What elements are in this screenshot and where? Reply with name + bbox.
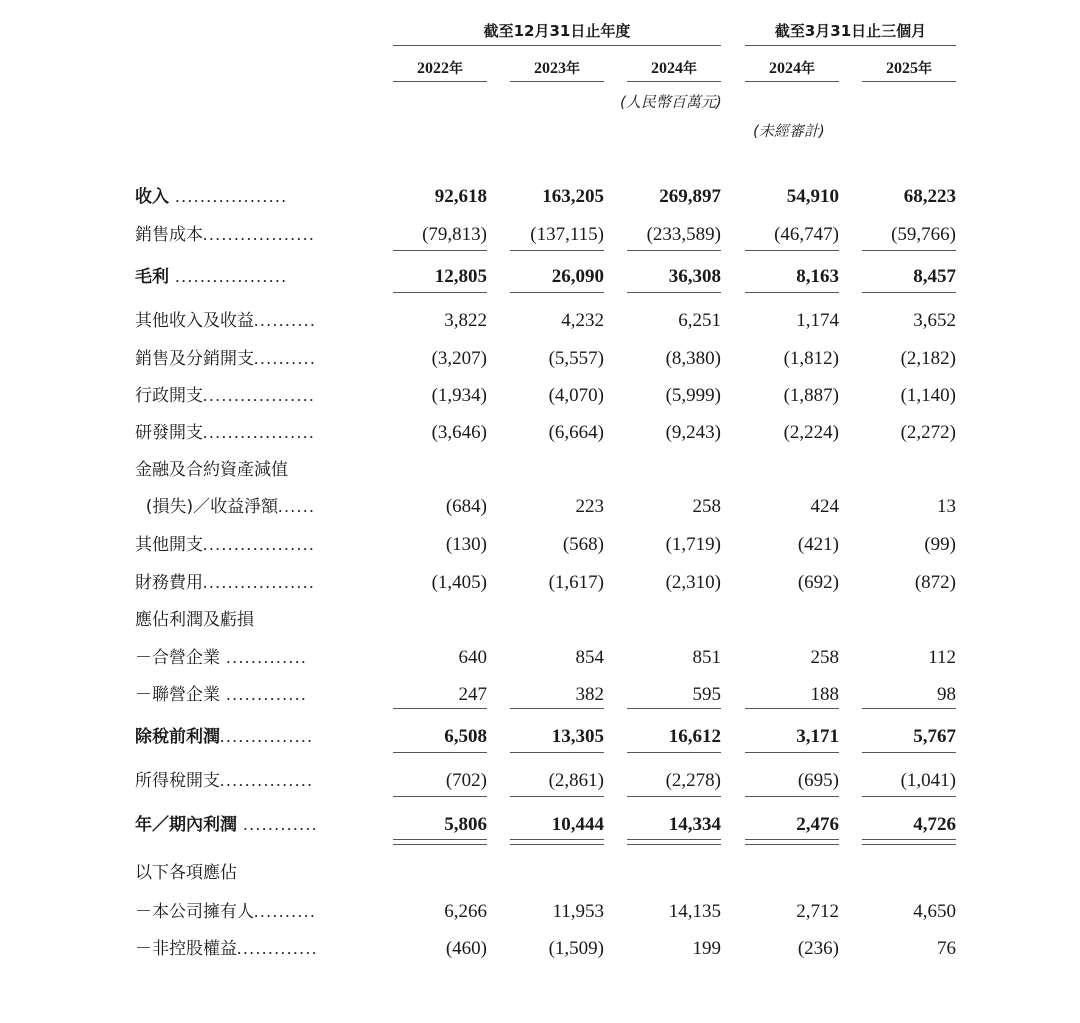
cell-value: 269,897 xyxy=(659,186,721,207)
table-row xyxy=(0,858,1080,888)
cell-value: (702) xyxy=(445,770,487,791)
cell-value: 14,334 xyxy=(668,814,721,835)
row-label xyxy=(135,897,370,927)
table-row xyxy=(0,766,1080,796)
row-label-text: 研發開支 xyxy=(135,423,203,443)
row-label xyxy=(135,568,370,598)
leader-dots: .................. xyxy=(203,423,316,442)
row-label xyxy=(135,455,370,485)
cell-value: (1,719) xyxy=(665,534,721,555)
cell-value: 188 xyxy=(810,684,839,705)
cell-value: 3,822 xyxy=(444,310,487,331)
cell-value: (460) xyxy=(445,938,487,959)
unit-note: (人民幣百萬元) xyxy=(620,93,722,111)
cell-value: 2,712 xyxy=(796,901,839,922)
row-label xyxy=(135,810,370,840)
cell-value: (4,070) xyxy=(548,385,604,406)
cell-value: 36,308 xyxy=(668,266,721,287)
cell-value: 16,612 xyxy=(668,726,721,747)
subtotal-rule xyxy=(627,752,721,753)
row-label xyxy=(135,220,370,250)
row-label xyxy=(135,306,370,336)
cell-value: 6,251 xyxy=(678,310,721,331)
leader-dots: ............... xyxy=(220,771,314,790)
cell-value: 382 xyxy=(575,684,604,705)
cell-value: 8,457 xyxy=(913,266,956,287)
year-underline xyxy=(745,81,839,82)
row-label xyxy=(135,643,370,673)
cell-value: (233,589) xyxy=(646,224,721,245)
cell-value: 5,767 xyxy=(913,726,956,747)
cell-value: (1,617) xyxy=(548,572,604,593)
subtotal-rule xyxy=(745,250,839,251)
cell-value: (3,207) xyxy=(431,348,487,369)
cell-value: 3,171 xyxy=(796,726,839,747)
cell-value: (2,182) xyxy=(900,348,956,369)
year-underline xyxy=(393,81,487,82)
row-label-text: 除稅前利潤 xyxy=(135,727,220,747)
header-divider xyxy=(393,45,721,46)
cell-value: 851 xyxy=(692,647,721,668)
subtotal-rule xyxy=(862,708,956,709)
row-label xyxy=(135,492,370,522)
subtotal-rule xyxy=(627,250,721,251)
header-divider xyxy=(745,45,956,46)
cell-value: 3,652 xyxy=(913,310,956,331)
cell-value: (684) xyxy=(445,496,487,517)
row-label xyxy=(135,766,370,796)
row-label-text: －本公司擁有人 xyxy=(135,902,254,922)
total-double-rule xyxy=(627,839,721,845)
table-row xyxy=(0,492,1080,522)
row-label-text: 毛利 xyxy=(135,267,169,287)
header-year-ended: 截至12月31日止年度 xyxy=(483,22,631,40)
cell-value: 8,163 xyxy=(796,266,839,287)
cell-value: 258 xyxy=(692,496,721,517)
subtotal-rule xyxy=(862,250,956,251)
year-underline xyxy=(627,81,721,82)
cell-value: (3,646) xyxy=(431,422,487,443)
cell-value: (692) xyxy=(797,572,839,593)
cell-value: (79,813) xyxy=(422,224,487,245)
cell-value: (9,243) xyxy=(665,422,721,443)
row-label-text: 行政開支 xyxy=(135,386,203,406)
cell-value: 76 xyxy=(937,938,956,959)
row-label-text: (損失)／收益淨額 xyxy=(135,497,279,517)
subtotal-rule xyxy=(393,292,487,293)
table-row xyxy=(0,897,1080,927)
cell-value: (2,310) xyxy=(665,572,721,593)
row-label-text: －合營企業 xyxy=(135,648,220,668)
row-label-text: 應佔利潤及虧損 xyxy=(135,610,254,630)
cell-value: (1,041) xyxy=(900,770,956,791)
row-label xyxy=(135,381,370,411)
column-header-2024: 2024年 xyxy=(651,60,697,77)
row-label-text: 收入 xyxy=(135,187,169,207)
row-label-text: 銷售成本 xyxy=(135,225,203,245)
year-underline xyxy=(510,81,604,82)
row-label-text: －非控股權益 xyxy=(135,939,237,959)
cell-value: (695) xyxy=(797,770,839,791)
table-row xyxy=(0,680,1080,710)
subtotal-rule xyxy=(627,292,721,293)
leader-dots: ............... xyxy=(220,727,314,746)
row-label-text: 以下各項應佔 xyxy=(135,863,237,883)
subtotal-rule xyxy=(510,796,604,797)
subtotal-rule xyxy=(510,708,604,709)
cell-value: 258 xyxy=(810,647,839,668)
subtotal-rule xyxy=(510,752,604,753)
row-label xyxy=(135,344,370,374)
row-label xyxy=(135,934,370,964)
table-row xyxy=(0,220,1080,250)
row-label xyxy=(135,605,370,635)
cell-value: 14,135 xyxy=(668,901,721,922)
subtotal-rule xyxy=(745,796,839,797)
subtotal-rule xyxy=(862,752,956,753)
subtotal-rule xyxy=(627,796,721,797)
cell-value: (1,509) xyxy=(548,938,604,959)
table-row xyxy=(0,722,1080,752)
column-header-2025-q1: 2025年 xyxy=(886,60,932,77)
cell-value: (2,272) xyxy=(900,422,956,443)
leader-dots: .................. xyxy=(169,267,288,286)
cell-value: 6,508 xyxy=(444,726,487,747)
cell-value: 223 xyxy=(575,496,604,517)
table-row xyxy=(0,643,1080,673)
cell-value: 4,650 xyxy=(913,901,956,922)
cell-value: 247 xyxy=(458,684,487,705)
cell-value: 854 xyxy=(575,647,604,668)
cell-value: 12,805 xyxy=(434,266,487,287)
cell-value: 13,305 xyxy=(551,726,604,747)
column-header-2022: 2022年 xyxy=(417,60,463,77)
subtotal-rule xyxy=(862,292,956,293)
cell-value: 98 xyxy=(937,684,956,705)
cell-value: (872) xyxy=(914,572,956,593)
leader-dots: .................. xyxy=(169,187,288,206)
table-row xyxy=(0,934,1080,964)
cell-value: (5,557) xyxy=(548,348,604,369)
cell-value: (1,140) xyxy=(900,385,956,406)
cell-value: (1,887) xyxy=(783,385,839,406)
table-row xyxy=(0,262,1080,292)
cell-value: (46,747) xyxy=(774,224,839,245)
cell-value: (1,812) xyxy=(783,348,839,369)
cell-value: 595 xyxy=(692,684,721,705)
cell-value: 640 xyxy=(458,647,487,668)
cell-value: (1,934) xyxy=(431,385,487,406)
cell-value: 1,174 xyxy=(796,310,839,331)
leader-dots: .................. xyxy=(203,225,316,244)
leader-dots: ............. xyxy=(237,939,319,958)
subtotal-rule xyxy=(393,708,487,709)
row-label-text: 金融及合約資產減值 xyxy=(135,460,288,480)
table-row xyxy=(0,418,1080,448)
cell-value: (130) xyxy=(445,534,487,555)
cell-value: 424 xyxy=(810,496,839,517)
row-label-text: 其他收入及收益 xyxy=(135,311,254,331)
cell-value: 11,953 xyxy=(552,901,604,922)
cell-value: (2,278) xyxy=(665,770,721,791)
cell-value: (2,861) xyxy=(548,770,604,791)
table-row xyxy=(0,455,1080,485)
cell-value: 68,223 xyxy=(903,186,956,207)
table-row xyxy=(0,530,1080,560)
cell-value: 10,444 xyxy=(551,814,604,835)
total-double-rule xyxy=(745,839,839,845)
cell-value: 199 xyxy=(692,938,721,959)
leader-dots: .................. xyxy=(203,573,316,592)
table-row xyxy=(0,810,1080,840)
cell-value: 26,090 xyxy=(551,266,604,287)
row-label-text: 銷售及分銷開支 xyxy=(135,349,254,369)
row-label-text: 財務費用 xyxy=(135,573,203,593)
total-double-rule xyxy=(862,839,956,845)
leader-dots: .................. xyxy=(203,535,316,554)
cell-value: (137,115) xyxy=(530,224,604,245)
cell-value: (99) xyxy=(924,534,956,555)
cell-value: (236) xyxy=(797,938,839,959)
leader-dots: ............. xyxy=(220,685,308,704)
leader-dots: .......... xyxy=(254,349,317,368)
table-row xyxy=(0,306,1080,336)
cell-value: (421) xyxy=(797,534,839,555)
cell-value: 92,618 xyxy=(434,186,487,207)
table-row xyxy=(0,605,1080,635)
subtotal-rule xyxy=(510,292,604,293)
cell-value: (8,380) xyxy=(665,348,721,369)
row-label xyxy=(135,858,370,888)
total-double-rule xyxy=(510,839,604,845)
unaudited-note: (未經審計) xyxy=(753,122,825,140)
header-three-months: 截至3月31日止三個月 xyxy=(774,22,927,40)
row-label xyxy=(135,530,370,560)
column-header-2024-q1: 2024年 xyxy=(769,60,815,77)
cell-value: 5,806 xyxy=(444,814,487,835)
table-row xyxy=(0,182,1080,212)
cell-value: 112 xyxy=(928,647,956,668)
subtotal-rule xyxy=(510,250,604,251)
subtotal-rule xyxy=(393,250,487,251)
leader-dots: .................. xyxy=(203,386,316,405)
subtotal-rule xyxy=(745,708,839,709)
cell-value: (59,766) xyxy=(891,224,956,245)
row-label-text: －聯營企業 xyxy=(135,685,220,705)
subtotal-rule xyxy=(745,292,839,293)
table-row xyxy=(0,344,1080,374)
subtotal-rule xyxy=(862,796,956,797)
total-double-rule xyxy=(393,839,487,845)
cell-value: (6,664) xyxy=(548,422,604,443)
row-label xyxy=(135,722,370,752)
year-underline xyxy=(862,81,956,82)
table-row xyxy=(0,381,1080,411)
cell-value: 54,910 xyxy=(786,186,839,207)
cell-value: 163,205 xyxy=(542,186,604,207)
cell-value: 13 xyxy=(937,496,956,517)
subtotal-rule xyxy=(627,708,721,709)
leader-dots: .......... xyxy=(254,311,317,330)
leader-dots: ............. xyxy=(220,648,308,667)
cell-value: (568) xyxy=(562,534,604,555)
cell-value: 6,266 xyxy=(444,901,487,922)
cell-value: (1,405) xyxy=(431,572,487,593)
row-label xyxy=(135,418,370,448)
leader-dots: ............ xyxy=(237,815,319,834)
row-label-text: 所得稅開支 xyxy=(135,771,220,791)
subtotal-rule xyxy=(393,752,487,753)
row-label xyxy=(135,680,370,710)
cell-value: 4,726 xyxy=(913,814,956,835)
row-label xyxy=(135,182,370,212)
column-header-2023: 2023年 xyxy=(534,60,580,77)
leader-dots: .......... xyxy=(254,902,317,921)
table-row xyxy=(0,568,1080,598)
subtotal-rule xyxy=(745,752,839,753)
cell-value: 4,232 xyxy=(561,310,604,331)
cell-value: 2,476 xyxy=(796,814,839,835)
subtotal-rule xyxy=(393,796,487,797)
row-label xyxy=(135,262,370,292)
leader-dots: ...... xyxy=(278,497,316,516)
row-label-text: 年／期內利潤 xyxy=(135,815,237,835)
cell-value: (5,999) xyxy=(665,385,721,406)
cell-value: (2,224) xyxy=(783,422,839,443)
row-label-text: 其他開支 xyxy=(135,535,203,555)
